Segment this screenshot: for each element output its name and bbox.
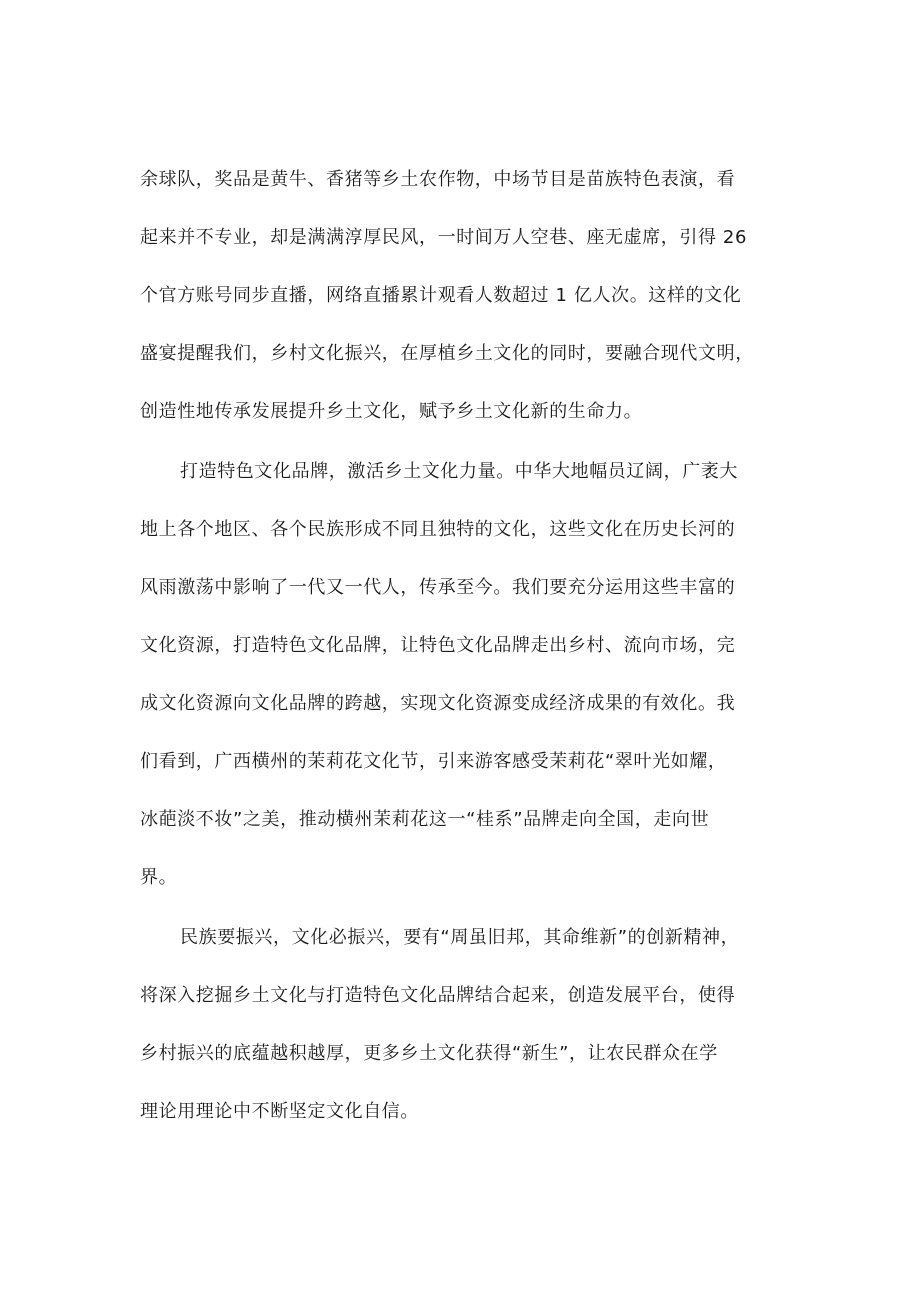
text-line: 民族要振兴，文化必振兴，要有“周虽旧邦，其命维新”的创新精神， — [180, 927, 740, 948]
text-line: 界。 — [140, 867, 178, 888]
text-line: 理论用理论中不断坚定文化自信。 — [140, 1101, 419, 1122]
text-line: 打造特色文化品牌，激活乡土文化力量。中华大地幅员辽阔，广袤大 — [180, 461, 738, 482]
text-line: 个官方账号同步直播，网络直播累计观看人数超过 1 亿人次。这样的文化 — [140, 285, 742, 306]
text-line: 地上各个地区、各个民族形成不同且独特的文化，这些文化在历史长河的 — [140, 519, 736, 540]
text-line: 将深入挖掘乡土文化与打造特色文化品牌结合起来，创造发展平台，使得 — [140, 985, 736, 1006]
text-line: 创造性地传承发展提升乡土文化，赋予乡土文化新的生命力。 — [140, 401, 643, 422]
text-line: 成文化资源向文化品牌的跨越，实现文化资源变成经济成果的有效化。我 — [140, 693, 736, 714]
text-line: 乡村振兴的底蕴越积越厚，更多乡土文化获得“新生”，让农民群众在学 — [140, 1043, 718, 1064]
text-line: 风雨激荡中影响了一代又一代人，传承至今。我们要充分运用这些丰富的 — [140, 577, 736, 598]
text-line: 们看到，广西横州的茉莉花文化节，引来游客感受茉莉花“翠叶光如耀， — [140, 751, 727, 772]
text-line: 文化资源，打造特色文化品牌，让特色文化品牌走出乡村、流向市场，完 — [140, 635, 736, 656]
text-line: 盛宴提醒我们，乡村文化振兴，在厚植乡土文化的同时，要融合现代文明， — [140, 343, 754, 364]
text-line: 余球队，奖品是黄牛、香猪等乡土农作物，中场节目是苗族特色表演，看 — [140, 169, 736, 190]
text-line: 冰葩淡不妆”之美，推动横州茉莉花这一“桂系”品牌走向全国，走向世 — [140, 809, 710, 830]
text-line: 起来并不专业，却是满满淳厚民风，一时间万人空巷、座无虚席，引得 26 — [140, 227, 748, 248]
